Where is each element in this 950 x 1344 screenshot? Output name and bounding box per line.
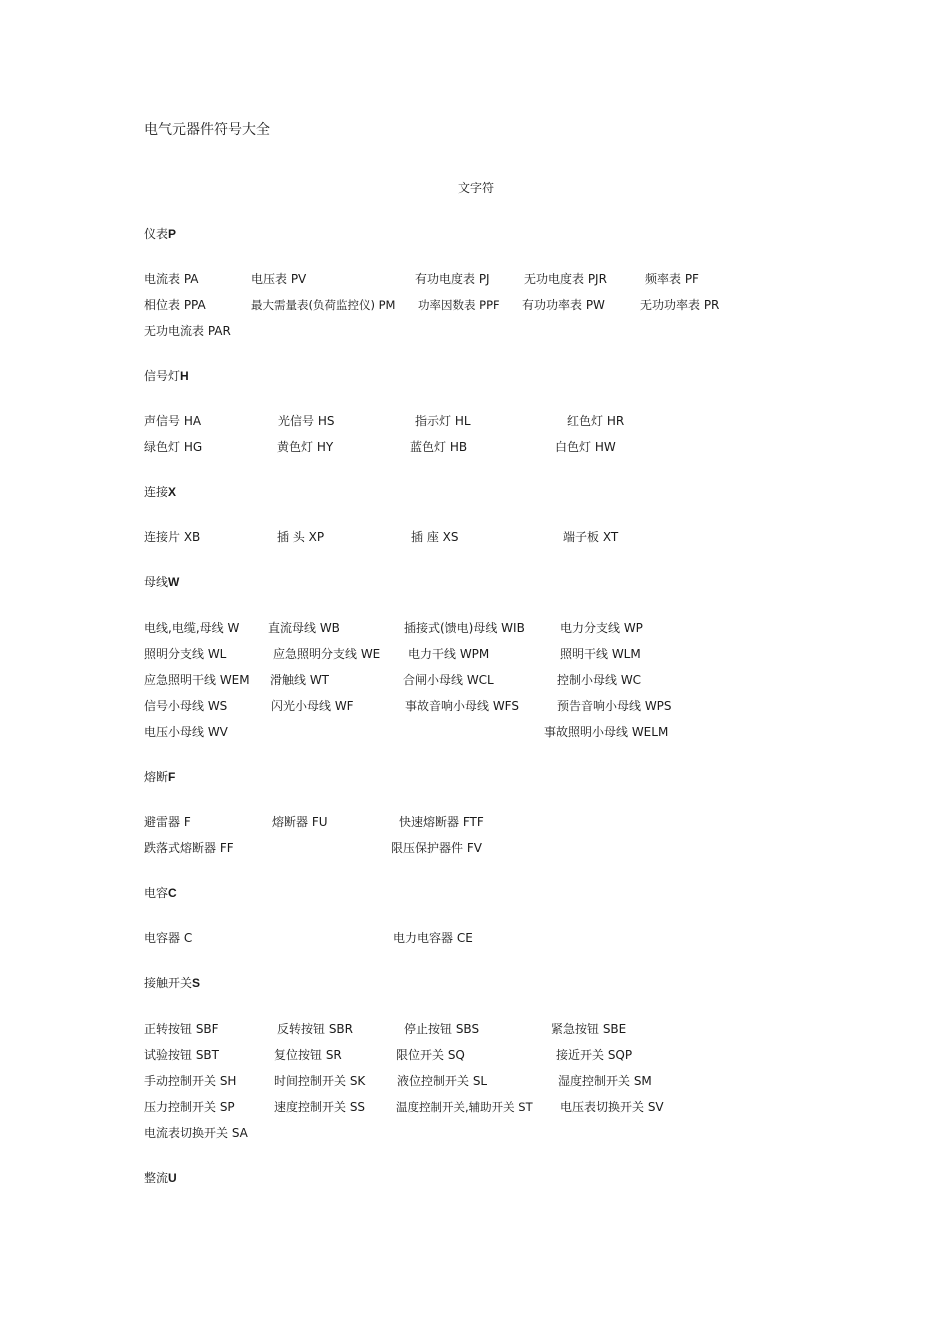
list-item: 白色灯 HW: [555, 440, 616, 454]
list-item: 避雷器 F: [144, 815, 191, 829]
list-item: 电压表 PV: [251, 272, 307, 286]
section-heading-w: [144, 575, 179, 589]
list-item: 照明干线 WLM: [560, 647, 641, 661]
list-item: 预告音响小母线 WPS: [557, 699, 672, 713]
list-item: 反转按钮 SBR: [277, 1022, 354, 1036]
list-item: 电流表 PA: [144, 272, 199, 286]
list-item: 绿色灯 HG: [144, 440, 203, 454]
list-item: 控制小母线 WC: [557, 673, 642, 687]
list-item: 电力分支线 WP: [560, 621, 643, 635]
list-item: 应急照明分支线 WE: [273, 647, 381, 661]
list-item: 频率表 PF: [645, 272, 699, 286]
list-item: 电力干线 WPM: [408, 647, 490, 661]
list-item: 温度控制开关,辅助开关 ST: [396, 1100, 533, 1114]
list-item: 闪光小母线 WF: [271, 699, 354, 713]
list-item: 相位表 PPA: [144, 298, 206, 312]
section-name: 连接: [144, 485, 169, 499]
list-item: 无功功率表 PR: [640, 298, 720, 312]
list-item: 黄色灯 HY: [277, 440, 334, 454]
list-item: 湿度控制开关 SM: [558, 1074, 652, 1088]
list-item: 最大需量表(负荷监控仪) PM: [251, 298, 396, 312]
section-heading-h: [144, 369, 189, 383]
section-name: 接触开关: [144, 976, 193, 990]
list-item: 红色灯 HR: [567, 414, 625, 428]
list-item: 合闸小母线 WCL: [403, 673, 494, 687]
doc-title: 电气元器件符号大全: [144, 122, 270, 138]
list-item: 停止按钮 SBS: [404, 1022, 480, 1036]
list-item: 信号小母线 WS: [144, 699, 228, 713]
list-item: 无功电流表 PAR: [144, 324, 231, 338]
list-item: 连接片 XB: [144, 530, 201, 544]
list-item: 液位控制开关 SL: [397, 1074, 488, 1088]
section-name: 电容: [144, 886, 169, 900]
list-item: 快速熔断器 FTF: [399, 815, 484, 829]
section-code: X: [168, 485, 177, 499]
list-item: 电力电容器 CE: [393, 931, 473, 945]
list-item: 接近开关 SQP: [556, 1048, 633, 1062]
list-item: 照明分支线 WL: [144, 647, 227, 661]
list-item: 电流表切换开关 SA: [144, 1126, 248, 1140]
section-code: P: [168, 227, 177, 241]
list-item: 直流母线 WB: [268, 621, 340, 635]
list-item: 跌落式熔断器 FF: [144, 841, 234, 855]
list-item: 蓝色灯 HB: [410, 440, 468, 454]
section-name: 熔断: [144, 770, 169, 784]
section-code: U: [168, 1171, 177, 1185]
list-item: 事故照明小母线 WELM: [544, 725, 669, 739]
list-item: 手动控制开关 SH: [144, 1074, 237, 1088]
list-item: 插接式(馈电)母线 WIB: [404, 621, 525, 635]
section-name: 母线: [144, 575, 169, 589]
section-code: C: [168, 886, 177, 900]
list-item: 电容器 C: [144, 931, 193, 945]
section-code: H: [180, 369, 189, 383]
list-item: 限压保护器件 FV: [391, 841, 482, 855]
section-heading-u: [144, 1171, 177, 1185]
list-item: 事故音响小母线 WFS: [405, 699, 519, 713]
section-heading-f: [144, 770, 175, 784]
list-item: 正转按钮 SBF: [144, 1022, 219, 1036]
section-code: W: [168, 575, 180, 589]
section-heading-x: [144, 485, 176, 499]
section-heading-c: [144, 886, 177, 900]
list-item: 功率因数表 PPF: [418, 298, 500, 312]
list-item: 速度控制开关 SS: [274, 1100, 366, 1114]
list-item: 电压小母线 WV: [144, 725, 228, 739]
section-name: 整流: [144, 1171, 169, 1185]
list-item: 插 头 XP: [277, 530, 325, 544]
doc-subtitle: 文字符: [458, 181, 495, 195]
list-item: 时间控制开关 SK: [274, 1074, 366, 1088]
list-item: 有功功率表 PW: [522, 298, 605, 312]
list-item: 无功电度表 PJR: [524, 272, 607, 286]
list-item: 插 座 XS: [411, 530, 459, 544]
list-item: 紧急按钮 SBE: [551, 1022, 627, 1036]
list-item: 压力控制开关 SP: [144, 1100, 235, 1114]
list-item: 声信号 HA: [144, 414, 202, 428]
list-item: 电压表切换开关 SV: [560, 1100, 664, 1114]
list-item: 试验按钮 SBT: [144, 1048, 219, 1062]
section-name: 信号灯: [144, 369, 181, 383]
section-heading-p: [144, 227, 176, 241]
list-item: 复位按钮 SR: [274, 1048, 342, 1062]
section-code: S: [192, 976, 201, 990]
list-item: 应急照明干线 WEM: [144, 673, 250, 687]
list-item: 端子板 XT: [563, 530, 619, 544]
section-heading-s: [144, 976, 200, 990]
list-item: 限位开关 SQ: [396, 1048, 465, 1062]
list-item: 熔断器 FU: [272, 815, 328, 829]
section-name: 仪表: [144, 227, 169, 241]
section-code: F: [168, 770, 176, 784]
list-item: 电线,电缆,母线 W: [144, 621, 240, 635]
list-item: 指示灯 HL: [415, 414, 471, 428]
list-item: 光信号 HS: [278, 414, 335, 428]
list-item: 有功电度表 PJ: [415, 272, 490, 286]
list-item: 滑触线 WT: [270, 673, 330, 687]
